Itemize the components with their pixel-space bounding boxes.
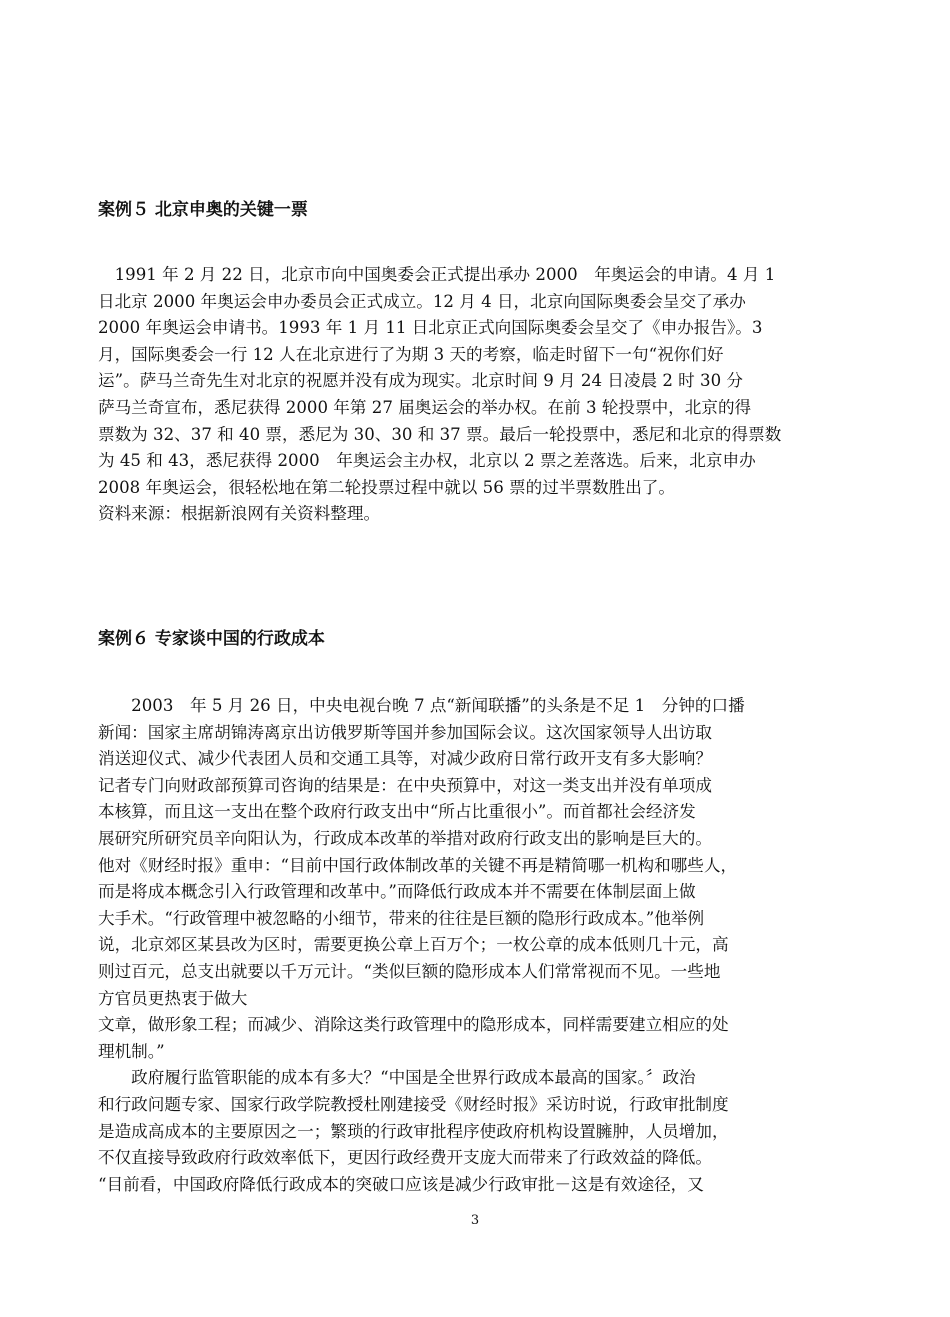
case6-line: 他对《财经时报》重申：“目前中国行政体制改革的关键不再是精简哪一机构和哪些人， [98, 855, 738, 875]
case5-title: 案例５ 北京申奥的关键一票 [98, 200, 308, 220]
case6-line: 本核算，而且这一支出在整个政府行政支出中“所占比重很小”。而首都社会经济发 [98, 802, 696, 822]
case6-line: 消送迎仪式、减少代表团人员和交通工具等，对减少政府日常行政开支有多大影响？ [98, 749, 712, 769]
page-number: 3 [470, 1213, 480, 1228]
case6-line: 理机制。” [98, 1041, 165, 1061]
case6-line: 说，北京郊区某县改为区时，需要更换公章上百万个；一枚公章的成本低则几十元，高 [98, 935, 729, 955]
case6-line: 新闻：国家主席胡锦涛离京出访俄罗斯等国并参加国际会议。这次国家领导人出访取 [98, 722, 712, 742]
case6-line: 记者专门向财政部预算司咨询的结果是：在中央预算中，对这一类支出并没有单项成 [98, 775, 712, 795]
case6-line: 则过百元，总支出就要以千万元计。“类似巨额的隐形成本人们常常视而不见。一些地 [98, 961, 721, 981]
case5-line: 1991 年 2 月 22 日，北京市向中国奥委会正式提出承办 2000 年奥运会的申请。4 月 1 [98, 265, 776, 284]
case5-line: 2008 年奥运会，很轻松地在第二轮投票过程中就以 56 票的过半票数胜出了。 [98, 477, 675, 497]
case6-line: 政府履行监管职能的成本有多大？“中国是全世界行政成本最高的国家。〞政治 [98, 1068, 696, 1088]
case6-line: 文章，做形象工程；而减少、消除这类行政管理中的隐形成本，同样需要建立相应的处 [98, 1015, 729, 1035]
case6-line: 2003 年 5 月 26 日，中央电视台晚 7 点“新闻联播”的头条是不足 1 分钟的口播 [98, 696, 745, 715]
case6-line: 展研究所研究员辛向阳认为，行政成本改革的举措对政府行政支出的影响是巨大的。 [98, 828, 712, 848]
case5-line: 票数为 32、37 和 40 票，悉尼为 30、30 和 37 票。最后一轮投票中，悉尼和北京的得票数 [98, 424, 782, 444]
case5-line: 运”。萨马兰奇先生对北京的祝愿并没有成为现实。北京时间 9 月 24 日凌晨 2 时 30 分 [98, 371, 744, 391]
case5-line: 萨马兰奇宣布，悉尼获得 2000 年第 27 届奥运会的举办权。在前 3 轮投票中，北京的得 [98, 397, 752, 417]
case5-line: 月，国际奥委会一行 12 人在北京进行了为期 3 天的考察，临走时留下一句“祝你们好 [98, 344, 724, 364]
case6-line: 是造成高成本的主要原因之一；繁琐的行政审批程序使政府机构设置臃肿，人员增加， [98, 1121, 729, 1141]
case6-line: 大手术。“行政管理中被忽略的小细节，带来的往往是巨额的隐形行政成本。”他举例 [98, 908, 705, 928]
case6-body [98, 693, 860, 1198]
case6-line: 和行政问题专家、国家行政学院教授杜刚建接受《财经时报》采访时说，行政审批制度 [98, 1094, 729, 1114]
case5-body [98, 262, 860, 528]
case6-line: “目前看，中国政府降低行政成本的突破口应该是减少行政审批－这是有效途径，又 [98, 1174, 704, 1194]
case5-line: 为 45 和 43，悉尼获得 2000 年奥运会主办权，北京以 2 票之差落选。后来，北京申办 [98, 451, 756, 471]
case6-line: 不仅直接导致政府行政效率低下，更因行政经费开支庞大而带来了行政效益的降低。 [98, 1148, 712, 1168]
case6-title: 案例６ 专家谈中国的行政成本 [98, 629, 325, 649]
case5-source: 资料来源：根据新浪网有关资料整理。 [98, 504, 381, 524]
case5-line: 2000 年奥运会申请书。1993 年 1 月 11 日北京正式向国际奥委会呈交了《申办报告》。3 [98, 318, 763, 338]
case6-line: 而是将成本概念引入行政管理和改革中。”而降低行政成本并不需要在体制层面上做 [98, 882, 696, 902]
case5-line: 日北京 2000 年奥运会申办委员会正式成立。12 月 4 日，北京向国际奥委会呈交了承办 [98, 291, 746, 311]
case6-line: 方官员更热衷于做大 [98, 988, 248, 1008]
